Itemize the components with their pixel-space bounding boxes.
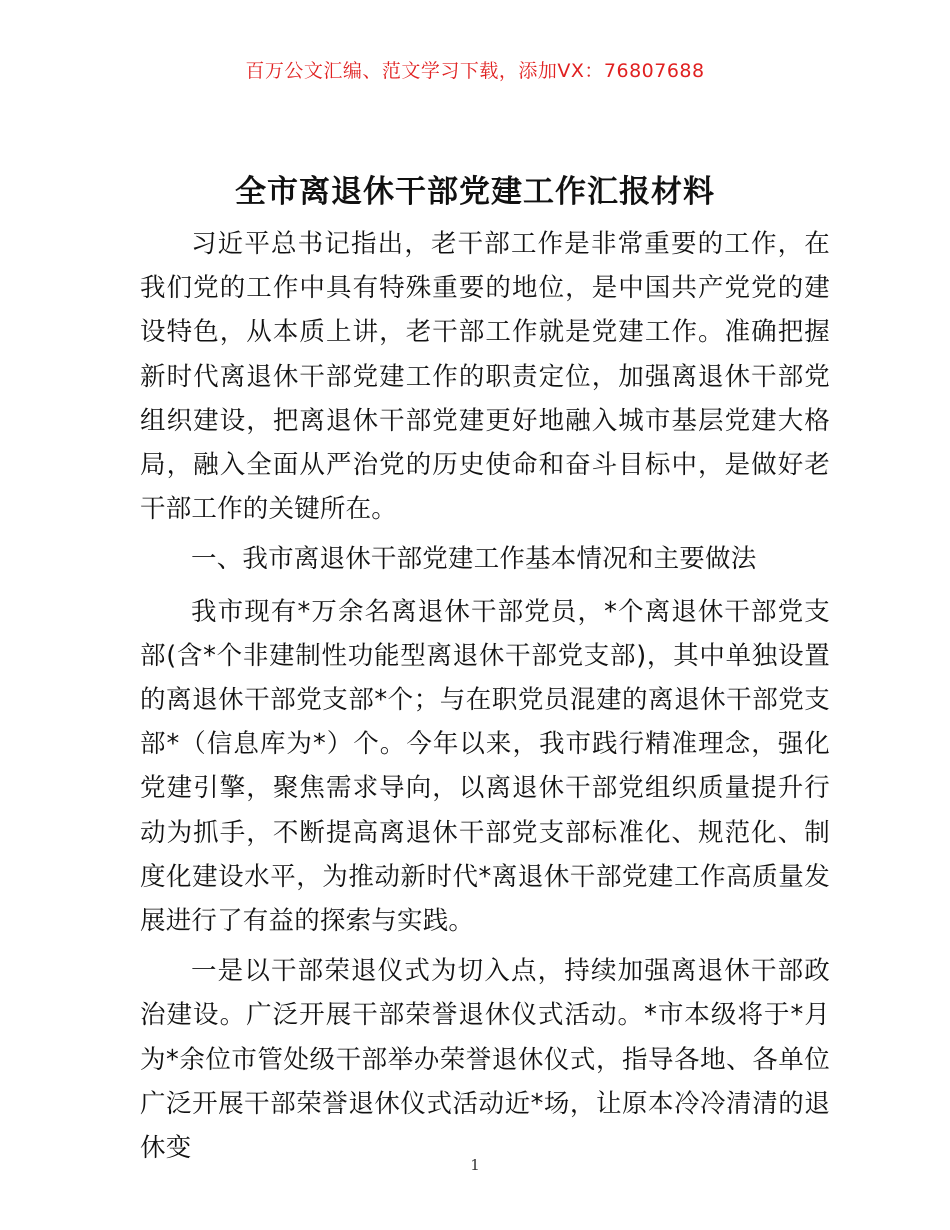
paragraph-intro: 习近平总书记指出，老干部工作是非常重要的工作，在我们党的工作中具有特殊重要的地位，是中国共产党党的建设特色，从本质上讲，老干部工作就是党建工作。准确把握新时代离退休干部党建工作的职责定位，加强离退休干部党组织建设，把离退休干部党建更好地融入城市基层党建大格局，融入全面从严治党的历史使命和奋斗目标中，是做好老干部工作的关键所在。 xyxy=(140,229,830,525)
document-title: 全市离退休干部党建工作汇报材料 xyxy=(235,174,715,210)
paragraph-point-one: 一是以干部荣退仪式为切入点，持续加强离退休干部政治建设。广泛开展干部荣誉退休仪式活动。*市本级将于*月为*余位市管处级干部举办荣誉退休仪式，指导各地、各单位广泛开展干部荣誉退休仪式活动近*场，让原本冷冷清清的退休变 xyxy=(140,956,830,1164)
page-number: 1 xyxy=(470,1156,480,1174)
paragraph-overview: 我市现有*万余名离退休干部党员，*个离退休干部党支部(含*个非建制性功能型离退休干部党支部)，其中单独设置的离退休干部党支部*个；与在职党员混建的离退休干部党支部*（信息库为*）个。今年以来，我市践行精准理念，强化党建引擎，聚焦需求导向，以离退休干部党组织质量提升行动为抓手，不断提高离退休干部党支部标准化、规范化、制度化建设水平，为推动新时代*离退休干部党建工作高质量发展进行了有益的探索与实践。 xyxy=(140,596,830,937)
watermark-text: 百万公文汇编、范文学习下载，添加VX：76807688 xyxy=(245,60,705,82)
document-body xyxy=(140,222,830,1176)
section-heading: 一、我市离退休干部党建工作基本情况和主要做法 xyxy=(191,544,757,575)
